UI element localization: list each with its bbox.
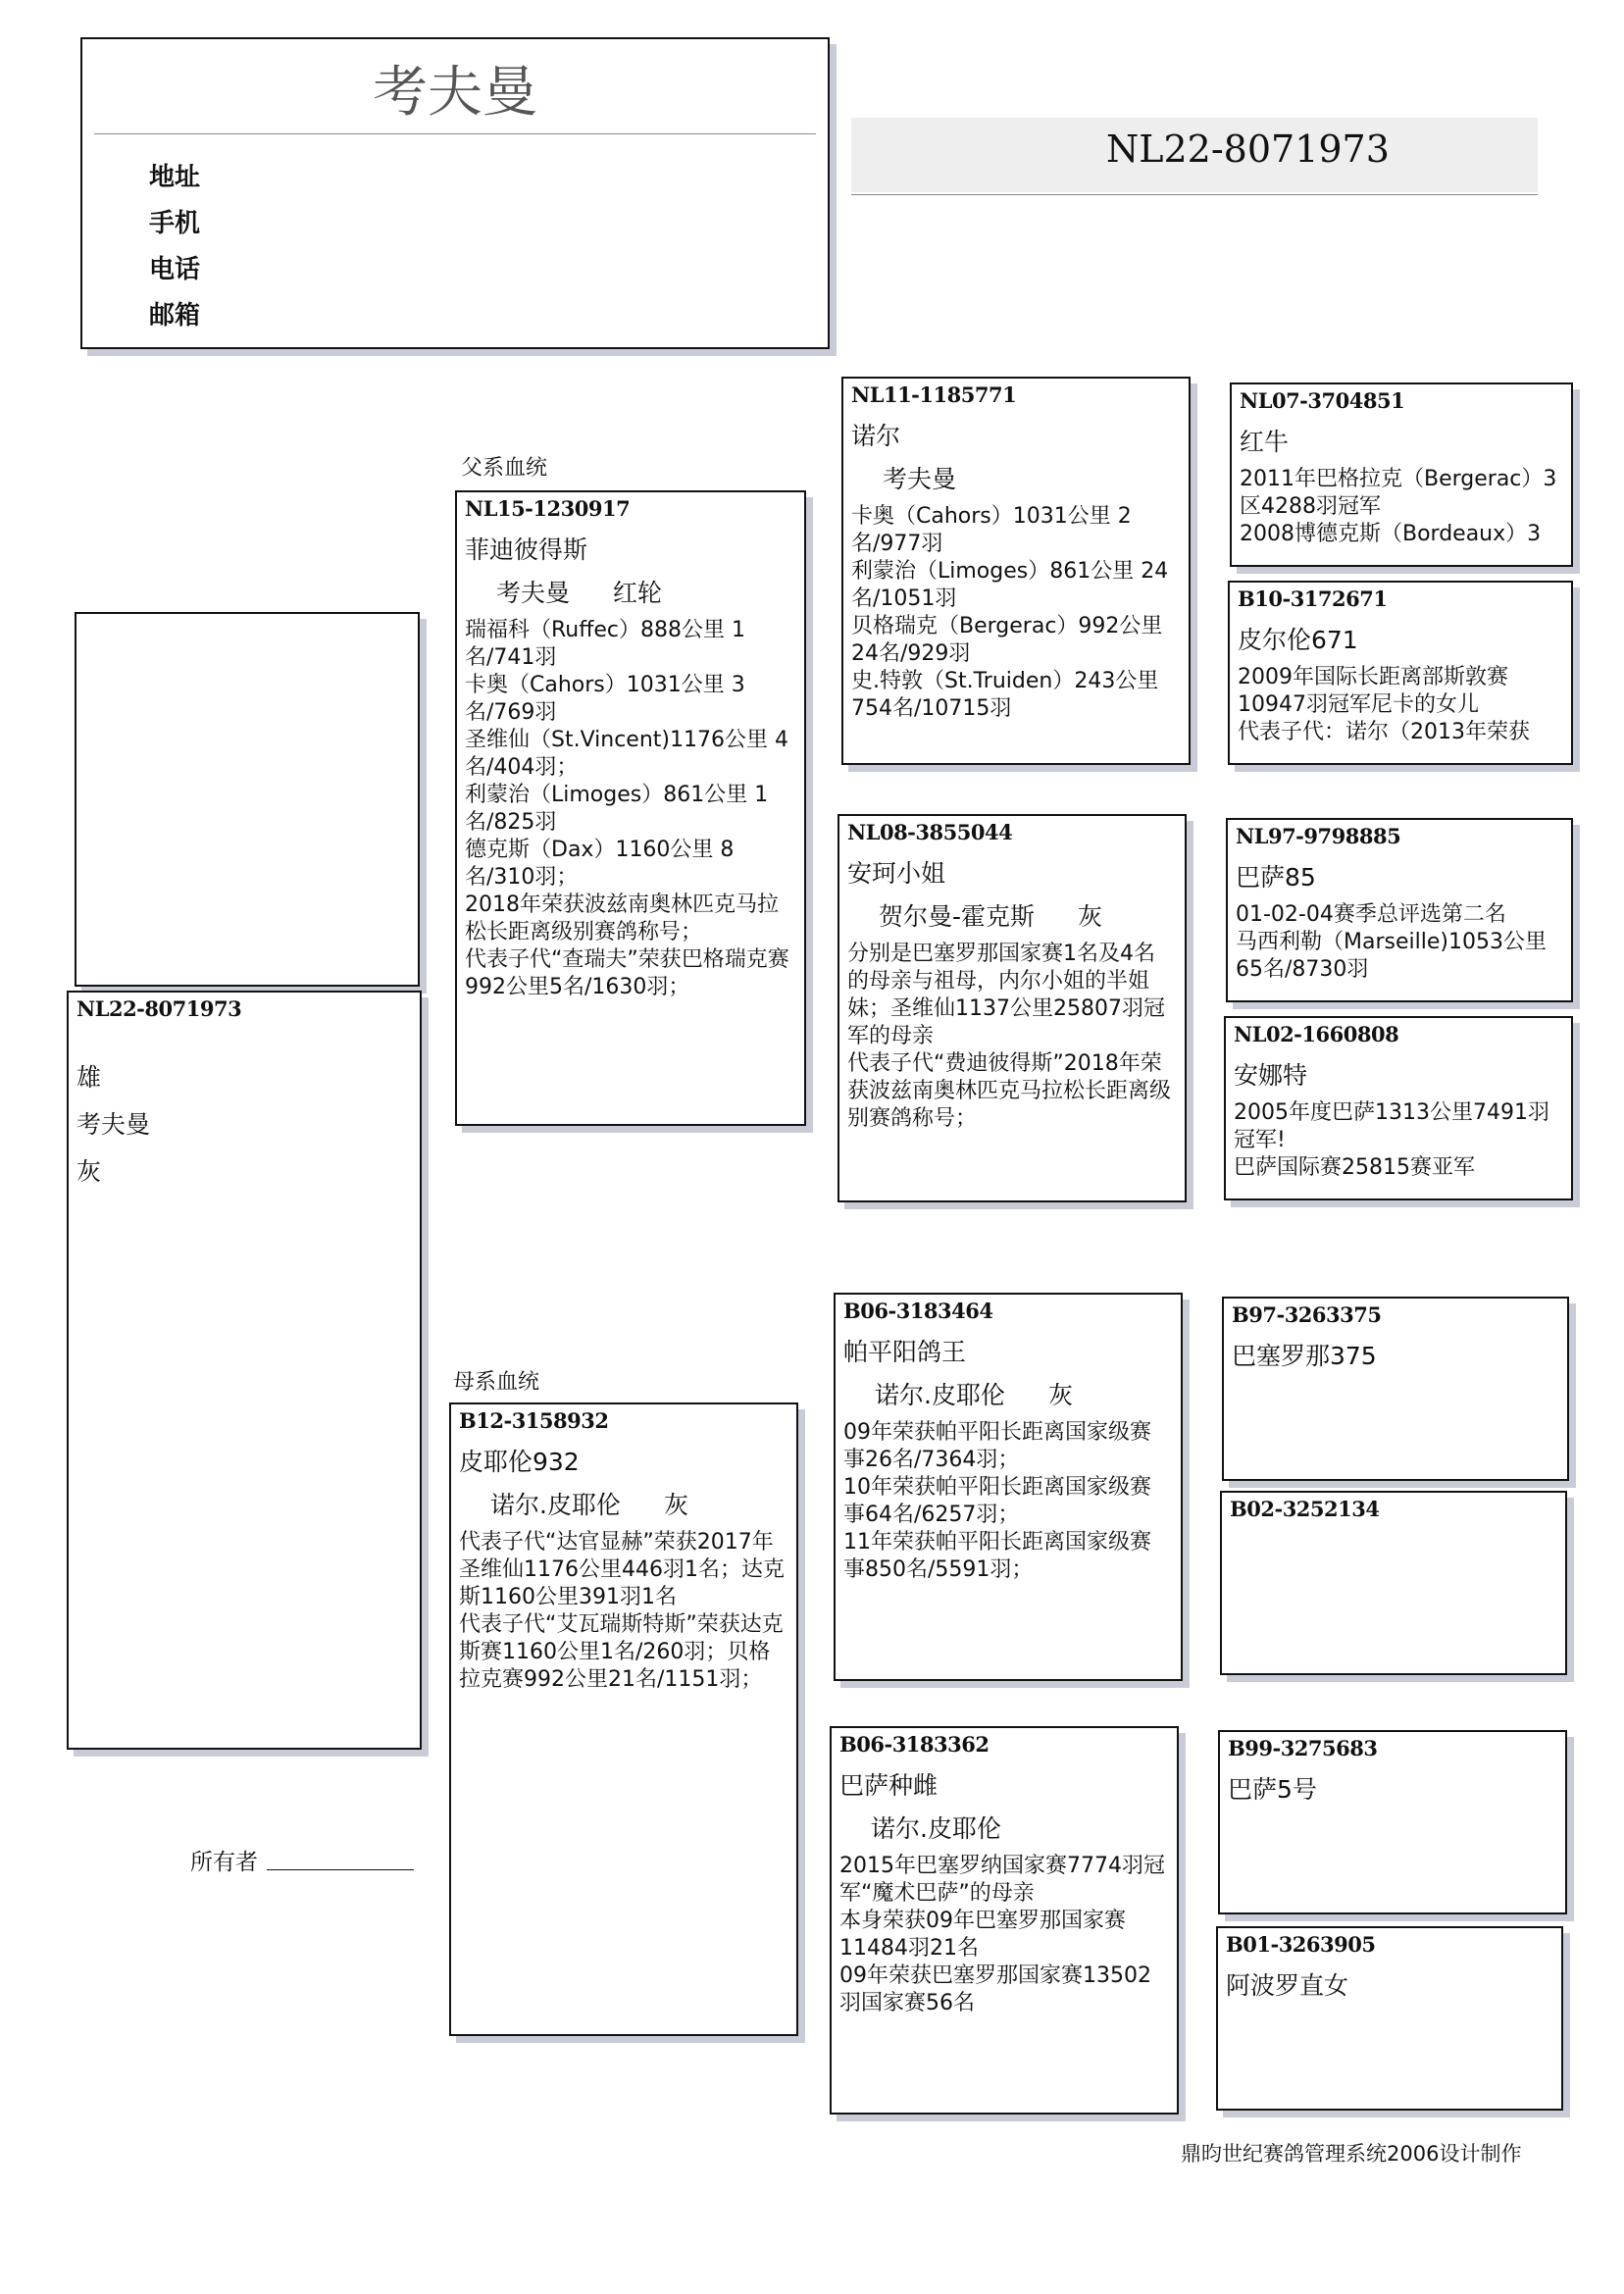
dd-parents (871, 1810, 1177, 1845)
sd-name: 安珂小姐 (847, 859, 946, 888)
sss-ring: NL07-3704851 (1240, 388, 1405, 413)
ddd-ring: B01-3263905 (1226, 1932, 1376, 1957)
ddd-box (1216, 1926, 1563, 2111)
ds-ring: B06-3183464 (843, 1299, 993, 1323)
dd-parent-father: 诺尔.皮耶伦 (871, 1814, 1001, 1843)
ssd-achievements: 2009年国际长距离部斯敦赛10947羽冠军尼卡的女儿 代表子代：诺尔（2013年荣获 (1238, 665, 1530, 744)
ssd-name: 皮尔伦671 (1238, 626, 1358, 654)
subject-name: 考夫曼 (76, 1110, 151, 1139)
subject-color: 灰 (76, 1157, 102, 1186)
ddd-name: 阿波罗直女 (1226, 1971, 1349, 2000)
contact-field-mobile: 手机 (149, 209, 201, 238)
ssd-ring: B10-3172671 (1238, 586, 1388, 611)
subject-sex: 雄 (76, 1063, 102, 1092)
dam-parents (490, 1486, 796, 1521)
contact-field-phone: 电话 (149, 255, 201, 284)
dam-parent-color: 灰 (663, 1491, 688, 1519)
sd-box (837, 814, 1187, 1202)
footer-credit: 鼎昀世纪赛鸽管理系统2006设计制作 (1181, 2142, 1522, 2166)
sire-achievements: 瑞福科（Ruffec）888公里 1名/741羽 卡奥（Cahors）1031公里 3名/769羽 圣维仙（St.Vincent)1176公里 4名/404羽； 利蒙治（Limoges）861公里 1名/825羽 德克斯（Dax）1160公里 8名/310羽； 2018年荣获波兹南奥林匹克马拉松长距离级别赛鸽称号； 代表子代“查瑞夫”荣获巴格瑞克赛992公里5名/1630羽； (465, 618, 789, 999)
ds-parent-color: 灰 (1047, 1381, 1073, 1409)
ds-parents (875, 1376, 1181, 1411)
sss-achievements: 2011年巴格拉克（Bergerac）3区4288羽冠军 2008博德克斯（Bordeaux）3 (1240, 467, 1557, 546)
sds-ring: NL97-9798885 (1236, 824, 1401, 848)
photo-box (75, 612, 420, 987)
dds-box (1218, 1730, 1567, 1914)
sd-parents (879, 897, 1185, 933)
sdd-box (1224, 1016, 1573, 1200)
sdd-name: 安娜特 (1234, 1061, 1308, 1090)
header-box (80, 37, 830, 349)
contact-field-address: 地址 (149, 163, 201, 192)
dd-ring: B06-3183362 (839, 1732, 990, 1757)
sd-parent-father: 贺尔曼-霍克斯 (879, 902, 1036, 931)
subject-ring: NL22-8071973 (76, 996, 242, 1021)
dam-achievements: 代表子代“达官显赫”荣获2017年圣维仙1176公里446羽1名；达克斯1160公里391羽1名 代表子代“艾瓦瑞斯特斯”荣获达克斯赛1160公里1名/260羽；贝格拉克赛992公里21名/1151羽； (459, 1530, 785, 1692)
ss-ring: NL11-1185771 (851, 382, 1017, 407)
header-ring-number: NL22-8071973 (1106, 127, 1390, 171)
ds-name: 帕平阳鸽王 (843, 1338, 967, 1366)
ss-achievements: 卡奥（Cahors）1031公里 2名/977羽 利蒙治（Limoges）861公里 24名/1051羽 贝格瑞克（Bergerac）992公里 24名/929羽 史.特敦（St.Truiden）243公里 754名/10715羽 (851, 504, 1169, 721)
sds-achievements: 01-02-04赛季总评选第二名 马西利勒（Marseille)1053公里 65名/8730羽 (1236, 902, 1547, 982)
sd-achievements: 分别是巴塞罗那国家赛1名及4名的母亲与祖母，内尔小姐的半姐妹；圣维仙1137公里25807羽冠军的母亲 代表子代“费迪彼得斯”2018年荣获波兹南奥林匹克马拉松长距离级别赛鸽称号； (847, 942, 1172, 1131)
dds-ring: B99-3275683 (1228, 1736, 1378, 1760)
dd-name: 巴萨种雌 (839, 1771, 939, 1800)
owner-line (267, 1869, 414, 1870)
dsd-box (1220, 1491, 1567, 1675)
dss-name: 巴塞罗那375 (1232, 1342, 1377, 1370)
dam-parent-father: 诺尔.皮耶伦 (490, 1491, 621, 1519)
bird-name-title: 考夫曼 (373, 61, 537, 125)
sire-name: 菲迪彼得斯 (465, 535, 588, 564)
sss-box (1230, 382, 1573, 567)
ss-parent-father: 考夫曼 (883, 465, 957, 493)
ssd-box (1228, 581, 1573, 765)
dss-box (1222, 1297, 1569, 1481)
sire-parent-mother: 红轮 (613, 579, 663, 607)
dam-box (449, 1402, 798, 2036)
sire-parent-father: 考夫曼 (496, 579, 571, 607)
ring-banner-underline (851, 194, 1538, 195)
ds-achievements: 09年荣获帕平阳长距离国家级赛事26名/7364羽； 10年荣获帕平阳长距离国家级赛事64名/6257羽； 11年荣获帕平阳长距离国家级赛事850名/5591羽； (843, 1420, 1151, 1582)
dd-box (830, 1726, 1179, 2115)
sds-box (1226, 818, 1573, 1002)
dss-ring: B97-3263375 (1232, 1302, 1382, 1327)
ds-parent-father: 诺尔.皮耶伦 (875, 1381, 1005, 1409)
ss-parents (883, 460, 1189, 495)
dam-name: 皮耶伦932 (459, 1448, 580, 1476)
ds-box (834, 1293, 1183, 1681)
sss-name: 红牛 (1240, 428, 1290, 456)
sd-ring: NL08-3855044 (847, 820, 1013, 844)
sire-ring: NL15-1230917 (465, 496, 631, 521)
dsd-ring: B02-3252134 (1230, 1497, 1380, 1521)
contact-field-email: 邮箱 (149, 301, 201, 331)
sdd-achievements: 2005年度巴萨1313公里7491羽冠军! 巴萨国际赛25815赛亚军 (1234, 1100, 1549, 1180)
sdd-ring: NL02-1660808 (1234, 1022, 1399, 1046)
subject-box (67, 991, 422, 1750)
header-divider (94, 133, 816, 134)
dds-name: 巴萨5号 (1228, 1775, 1317, 1804)
sire-box (455, 490, 806, 1126)
sds-name: 巴萨85 (1236, 863, 1316, 892)
dd-achievements: 2015年巴塞罗纳国家赛7774羽冠军“魔术巴萨”的母亲 本身荣获09年巴塞罗那国家赛11484羽21名 09年荣获巴塞罗那国家赛13502羽国家赛56名 (839, 1854, 1165, 2015)
ss-box (841, 377, 1191, 765)
ss-name: 诺尔 (851, 422, 901, 450)
dam-ring: B12-3158932 (459, 1408, 609, 1433)
sire-line-label: 父系血统 (461, 456, 548, 481)
owner-label: 所有者 (190, 1850, 258, 1875)
sd-parent-color: 灰 (1078, 902, 1103, 931)
dam-line-label: 母系血统 (453, 1370, 540, 1395)
sire-parents (496, 574, 804, 609)
